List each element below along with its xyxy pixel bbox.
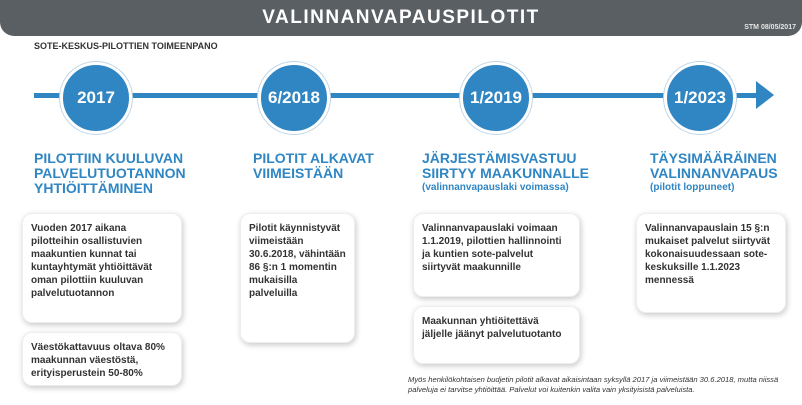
milestone-heading-text: TÄYSIMÄÄRÄINEN VALINNANVAPAUS: [650, 150, 778, 181]
timeline-arrow-icon: [756, 81, 774, 109]
document-stamp: STM 08/05/2017: [744, 24, 796, 31]
info-box-2017-yhtioittaminen: Vuoden 2017 aikana pilotteihin osallistuvien maakuntien kunnat tai kuntayhtymät yhtiöittävät oman pilottiin kuuluvan palvelutuotannon: [22, 213, 182, 323]
milestone-heading-text: PILOTTIIN KUULUVAN PALVELUTUOTANNON YHTIÖITTÄMINEN: [34, 150, 186, 196]
info-box-2019-laki: Valinnanvapauslaki voimaan 1.1.2019, pilottien hallinnointi ja kuntien sote-palvelut siirtyvät maakunnille: [413, 213, 580, 297]
milestone-circle-1-2019: 1/2019: [460, 62, 532, 134]
milestone-heading-2017: [34, 151, 224, 196]
milestone-heading-6-2018: [253, 151, 403, 181]
page-title: VALINNANVAPAUSPILOTIT: [262, 7, 540, 28]
timeline-line: [34, 93, 760, 98]
milestone-circle-1-2023: 1/2023: [664, 62, 736, 134]
milestone-note: (pilotit loppuneet): [650, 182, 735, 193]
milestone-note: (valinnanvapauslaki voimassa): [422, 182, 569, 193]
info-box-2018-pilotit: Pilotit käynnistyvät viimeistään 30.6.2018, vähintään 86 §:n 1 momentin mukaisilla palveluilla: [240, 213, 355, 343]
page-subtitle: SOTE-KESKUS-PILOTTIEN TOIMEENPANO: [34, 41, 218, 51]
footnote: Myös henkilökohtaisen budjetin pilotit alkavat aikaisintaan syksyllä 2017 ja viimeistään 30.6.2018, mutta niissä palveluja ei tarvitse yhtiöittää. Palvelut voi kuitenkin valita vain yksityisistä palveluista.: [408, 375, 779, 394]
info-box-2023-valinnanvapaus: Valinnanvapauslain 15 §:n mukaiset palvelut siirtyvät kokonaisuudessaan sote-keskuksille 1.1.2023 mennessä: [636, 213, 786, 313]
milestone-circle-2017: 2017: [60, 62, 132, 134]
milestone-heading-1-2019: [422, 151, 622, 194]
milestone-heading-text: JÄRJESTÄMISVASTUU SIIRTYY MAAKUNNALLE: [422, 150, 589, 181]
milestone-circle-6-2018: 6/2018: [258, 62, 330, 134]
info-box-2019-palvelutuotanto: Maakunnan yhtiöitettävä jäljelle jäänyt palvelutuotanto: [413, 306, 580, 364]
info-box-2017-vaestokattavuus: Väestökattavuus oltava 80% maakunnan väestöstä, erityisperustein 50-80%: [22, 332, 182, 386]
milestone-heading-text: PILOTIT ALKAVAT VIIMEISTÄÄN: [253, 150, 374, 181]
milestone-heading-1-2023: [650, 151, 800, 194]
